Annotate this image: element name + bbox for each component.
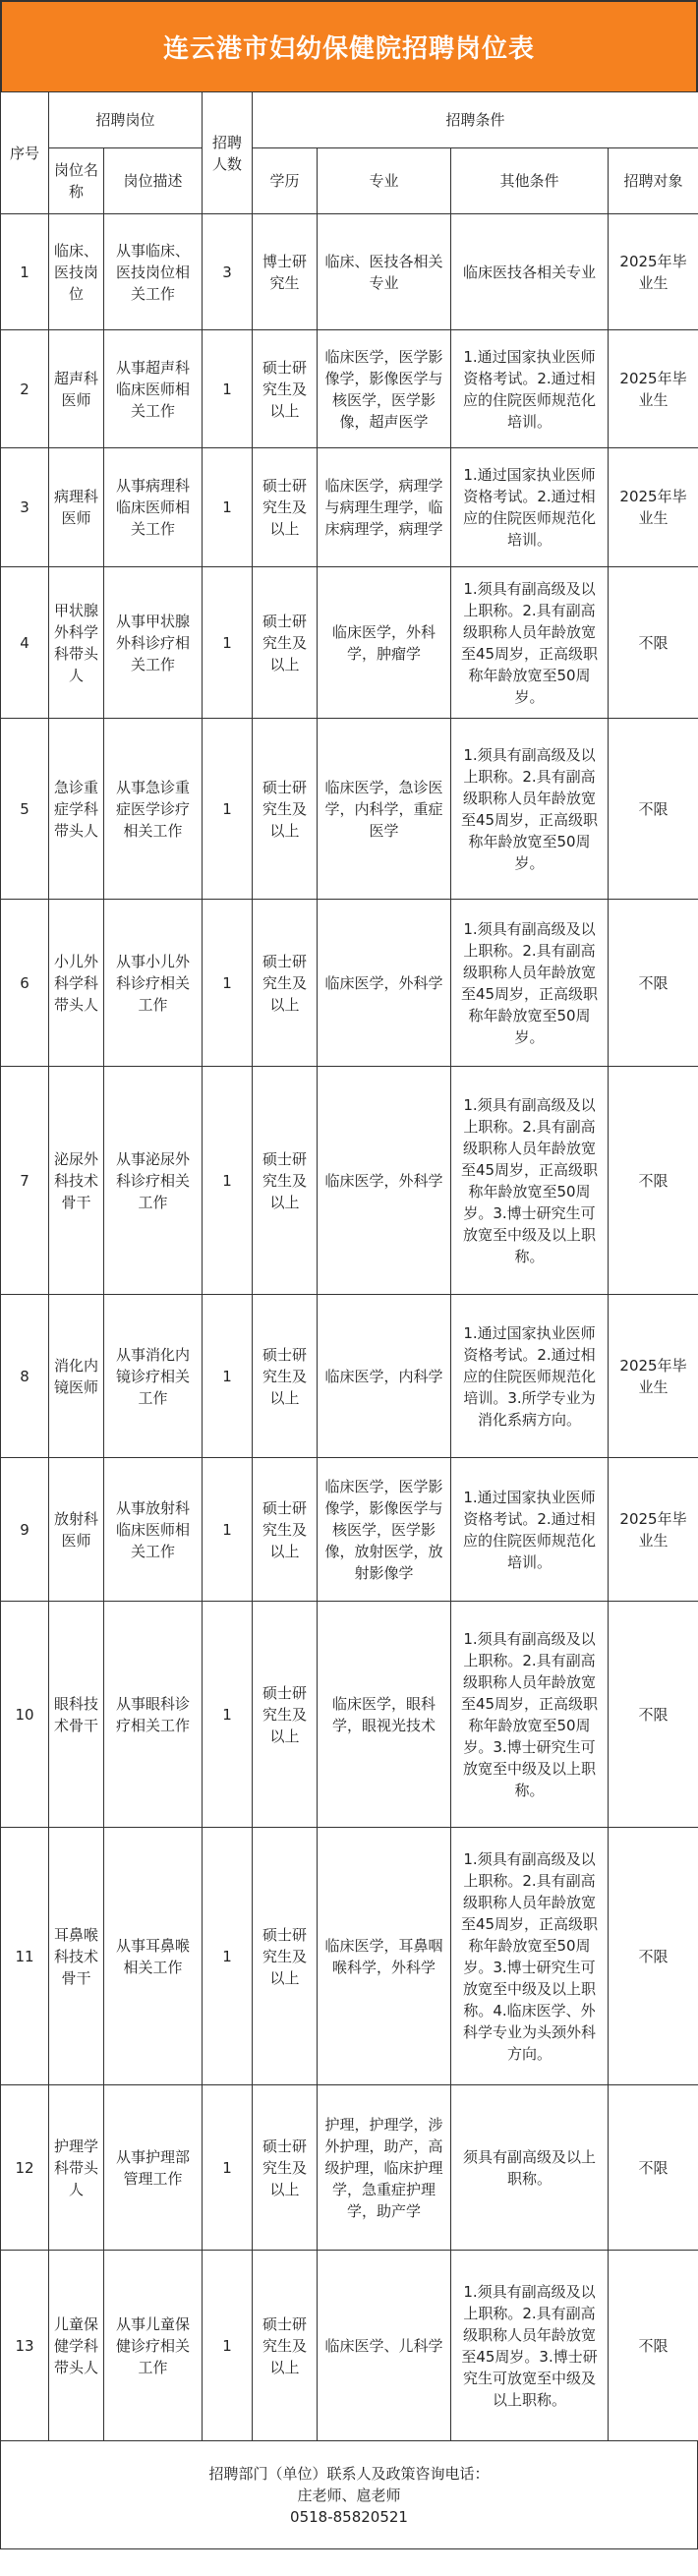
cell-education: 硕士研究生及以上 [253, 719, 318, 900]
cell-post-name: 急诊重症学科带头人 [49, 719, 104, 900]
cell-seq: 12 [1, 2085, 49, 2251]
cell-education: 硕士研究生及以上 [253, 900, 318, 1067]
cell-other: 1.须具有副高级及以上职称。2.具有副高级职称人员年龄放宽至45周岁。3.博士研究生可放宽至中级及以上职称。 [451, 2251, 609, 2441]
header-count: 招聘人数 [203, 92, 253, 214]
cell-count: 1 [203, 1458, 253, 1602]
cell-post-desc: 从事儿童保健诊疗相关工作 [104, 2251, 203, 2441]
cell-target: 不限 [609, 1602, 698, 1828]
cell-education: 硕士研究生及以上 [253, 1295, 318, 1458]
cell-education: 硕士研究生及以上 [253, 2251, 318, 2441]
contact-footer [0, 2441, 698, 2549]
cell-target: 不限 [609, 567, 698, 719]
cell-count: 1 [203, 719, 253, 900]
table-row [1, 2085, 698, 2251]
cell-other: 临床医技各相关专业 [451, 214, 609, 330]
cell-count: 1 [203, 1828, 253, 2085]
cell-target: 2025年毕业生 [609, 1458, 698, 1602]
cell-target: 不限 [609, 2251, 698, 2441]
cell-seq: 3 [1, 448, 49, 567]
cell-count: 3 [203, 214, 253, 330]
cell-other: 1.须具有副高级及以上职称。2.具有副高级职称人员年龄放宽至45周岁，正高级职称年龄放宽至50周岁。3.博士研究生可放宽至中级及以上职称。 [451, 1602, 609, 1828]
cell-post-name: 病理科医师 [49, 448, 104, 567]
cell-education: 硕士研究生及以上 [253, 567, 318, 719]
cell-post-desc: 从事临床、医技岗位相关工作 [104, 214, 203, 330]
cell-other: 1.通过国家执业医师资格考试。2.通过相应的住院医师规范化培训。 [451, 1458, 609, 1602]
table-row [1, 1602, 698, 1828]
cell-target: 不限 [609, 2085, 698, 2251]
cell-post-name: 放射科医师 [49, 1458, 104, 1602]
cell-major: 临床医学，外科学，肿瘤学 [318, 567, 451, 719]
table-row [1, 330, 698, 448]
cell-education: 硕士研究生及以上 [253, 330, 318, 448]
header-post-desc: 岗位描述 [104, 148, 203, 214]
cell-count: 1 [203, 1067, 253, 1295]
cell-post-desc: 从事消化内镜诊疗相关工作 [104, 1295, 203, 1458]
header-post-group: 招聘岗位 [49, 92, 203, 148]
cell-major: 临床医学，急诊医学，内科学，重症医学 [318, 719, 451, 900]
cell-education: 硕士研究生及以上 [253, 1828, 318, 2085]
cell-post-name: 泌尿外科技术骨干 [49, 1067, 104, 1295]
cell-major: 临床医学，外科学 [318, 900, 451, 1067]
contact-names: 庄老师、扈老师 [297, 2486, 401, 2504]
cell-major: 临床医学，内科学 [318, 1295, 451, 1458]
cell-post-desc: 从事耳鼻喉相关工作 [104, 1828, 203, 2085]
cell-target: 2025年毕业生 [609, 448, 698, 567]
cell-education: 硕士研究生及以上 [253, 448, 318, 567]
cell-seq: 5 [1, 719, 49, 900]
cell-major: 临床医学，耳鼻咽喉科学，外科学 [318, 1828, 451, 2085]
contact-phone: 0518-85820521 [290, 2507, 408, 2526]
cell-major: 临床、医技各相关专业 [318, 214, 451, 330]
page-title: 连云港市妇幼保健院招聘岗位表 [0, 0, 698, 91]
table-row [1, 448, 698, 567]
table-row [1, 719, 698, 900]
cell-count: 1 [203, 1602, 253, 1828]
cell-count: 1 [203, 448, 253, 567]
cell-count: 1 [203, 1295, 253, 1458]
cell-count: 1 [203, 2251, 253, 2441]
table-row [1, 214, 698, 330]
cell-post-desc: 从事眼科诊疗相关工作 [104, 1602, 203, 1828]
cell-post-name: 儿童保健学科带头人 [49, 2251, 104, 2441]
cell-post-desc: 从事泌尿外科诊疗相关工作 [104, 1067, 203, 1295]
cell-seq: 10 [1, 1602, 49, 1828]
cell-seq: 2 [1, 330, 49, 448]
cell-education: 博士研究生 [253, 214, 318, 330]
cell-other: 须具有副高级及以上职称。 [451, 2085, 609, 2251]
cell-seq: 13 [1, 2251, 49, 2441]
table-row [1, 900, 698, 1067]
header-other: 其他条件 [451, 148, 609, 214]
cell-target: 2025年毕业生 [609, 330, 698, 448]
cell-post-name: 甲状腺外科学科带头人 [49, 567, 104, 719]
cell-count: 1 [203, 567, 253, 719]
cell-seq: 8 [1, 1295, 49, 1458]
cell-other: 1.须具有副高级及以上职称。2.具有副高级职称人员年龄放宽至45周岁，正高级职称年龄放宽至50周岁。 [451, 719, 609, 900]
header-education: 学历 [253, 148, 318, 214]
cell-post-name: 临床、医技岗位 [49, 214, 104, 330]
recruitment-table [0, 91, 698, 2441]
cell-major: 临床医学，医学影像学，影像医学与核医学，医学影像，超声医学 [318, 330, 451, 448]
cell-target: 不限 [609, 1067, 698, 1295]
cell-education: 硕士研究生及以上 [253, 2085, 318, 2251]
table-row [1, 2251, 698, 2441]
cell-other: 1.须具有副高级及以上职称。2.具有副高级职称人员年龄放宽至45周岁，正高级职称年龄放宽至50周岁。3.博士研究生可放宽至中级及以上职称。4.临床医学、外科学专业为头颈外科方向。 [451, 1828, 609, 2085]
cell-post-name: 耳鼻喉科技术骨干 [49, 1828, 104, 2085]
table-row [1, 1828, 698, 2085]
cell-other: 1.须具有副高级及以上职称。2.具有副高级职称人员年龄放宽至45周岁，正高级职称年龄放宽至50周岁。 [451, 900, 609, 1067]
cell-education: 硕士研究生及以上 [253, 1602, 318, 1828]
cell-target: 2025年毕业生 [609, 214, 698, 330]
cell-major: 临床医学、儿科学 [318, 2251, 451, 2441]
cell-seq: 1 [1, 214, 49, 330]
cell-post-desc: 从事超声科临床医师相关工作 [104, 330, 203, 448]
cell-target: 2025年毕业生 [609, 1295, 698, 1458]
cell-other: 1.通过国家执业医师资格考试。2.通过相应的住院医师规范化培训。3.所学专业为消化系病方向。 [451, 1295, 609, 1458]
cell-post-name: 眼科技术骨干 [49, 1602, 104, 1828]
cell-education: 硕士研究生及以上 [253, 1458, 318, 1602]
contact-label: 招聘部门（单位）联系人及政策咨询电话： [208, 2464, 490, 2483]
cell-post-desc: 从事放射科临床医师相关工作 [104, 1458, 203, 1602]
header-target: 招聘对象 [609, 148, 698, 214]
cell-count: 1 [203, 900, 253, 1067]
cell-major: 临床医学，眼科学，眼视光技术 [318, 1602, 451, 1828]
cell-seq: 6 [1, 900, 49, 1067]
cell-count: 1 [203, 2085, 253, 2251]
cell-major: 临床医学，医学影像学，影像医学与核医学，医学影像，放射医学，放射影像学 [318, 1458, 451, 1602]
cell-post-desc: 从事急诊重症医学诊疗相关工作 [104, 719, 203, 900]
cell-target: 不限 [609, 719, 698, 900]
cell-major: 临床医学，病理学与病理生理学，临床病理学，病理学 [318, 448, 451, 567]
cell-target: 不限 [609, 1828, 698, 2085]
cell-post-desc: 从事甲状腺外科诊疗相关工作 [104, 567, 203, 719]
cell-seq: 7 [1, 1067, 49, 1295]
cell-major: 临床医学，外科学 [318, 1067, 451, 1295]
header-cond-group: 招聘条件 [253, 92, 698, 148]
cell-major: 护理，护理学，涉外护理，助产，高级护理，临床护理学，急重症护理学，助产学 [318, 2085, 451, 2251]
cell-post-desc: 从事病理科临床医师相关工作 [104, 448, 203, 567]
header-seq: 序号 [1, 92, 49, 214]
header-major: 专业 [318, 148, 451, 214]
table-row [1, 1295, 698, 1458]
table-row [1, 1067, 698, 1295]
cell-education: 硕士研究生及以上 [253, 1067, 318, 1295]
cell-post-desc: 从事小儿外科诊疗相关工作 [104, 900, 203, 1067]
cell-other: 1.通过国家执业医师资格考试。2.通过相应的住院医师规范化培训。 [451, 330, 609, 448]
table-row [1, 1458, 698, 1602]
cell-post-name: 超声科医师 [49, 330, 104, 448]
cell-other: 1.须具有副高级及以上职称。2.具有副高级职称人员年龄放宽至45周岁，正高级职称年龄放宽至50周岁。 [451, 567, 609, 719]
cell-seq: 4 [1, 567, 49, 719]
header-post-name: 岗位名称 [49, 148, 104, 214]
cell-seq: 11 [1, 1828, 49, 2085]
cell-other: 1.须具有副高级及以上职称。2.具有副高级职称人员年龄放宽至45周岁，正高级职称年龄放宽至50周岁。3.博士研究生可放宽至中级及以上职称。 [451, 1067, 609, 1295]
cell-post-desc: 从事护理部管理工作 [104, 2085, 203, 2251]
cell-count: 1 [203, 330, 253, 448]
cell-seq: 9 [1, 1458, 49, 1602]
cell-other: 1.通过国家执业医师资格考试。2.通过相应的住院医师规范化培训。 [451, 448, 609, 567]
cell-post-name: 消化内镜医师 [49, 1295, 104, 1458]
cell-post-name: 小儿外科学科带头人 [49, 900, 104, 1067]
table-row [1, 567, 698, 719]
cell-target: 不限 [609, 900, 698, 1067]
cell-post-name: 护理学科带头人 [49, 2085, 104, 2251]
